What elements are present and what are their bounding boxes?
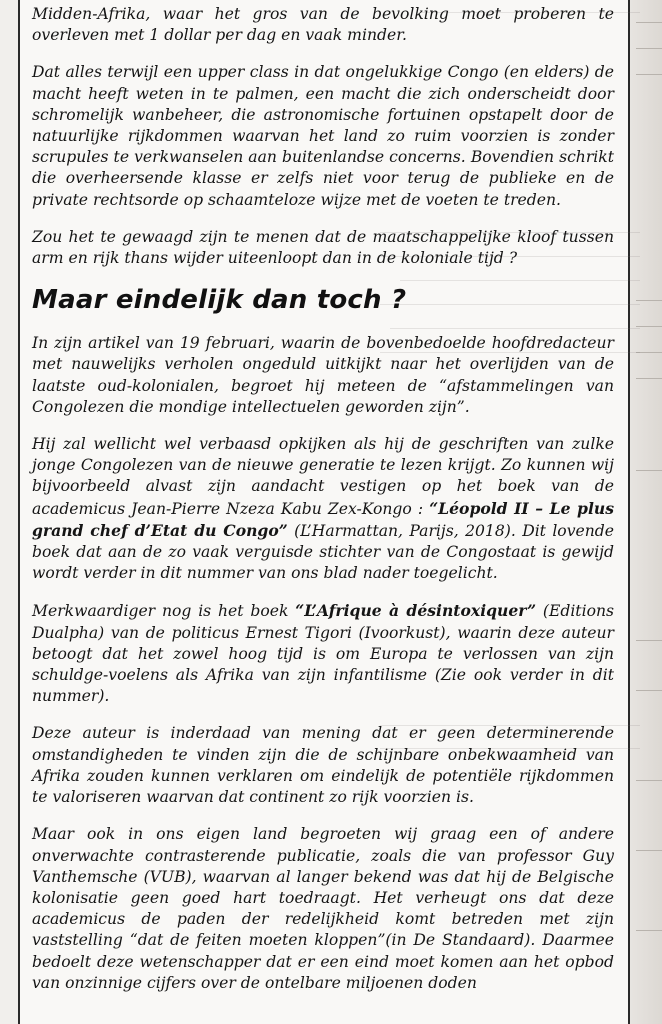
paragraph-upper-class (32, 62, 614, 210)
section-heading: Maar eindelijk dan toch ? (32, 285, 407, 316)
paragraph-text: Midden-Afrika, waar het gros van de bevolking moet proberen te overleven met 1 dollar per dag en vaak minder. (32, 5, 614, 45)
book-title-afrique: “L’Afrique à désintoxiquer” (295, 601, 537, 621)
paragraph-author-opinion (32, 723, 614, 808)
paragraph-question (32, 227, 614, 269)
paragraph-text: Maar ook in ons eigen land begroeten wij graag een of andere onverwachte contrasterende publicatie, zoals die van professor Guy Vanthemsche (VUB), waarvan al langer bekend was dat hij de Belgische kolonisatie geen goed hart toedraagt. Het verheugt ons dat deze academicus de paden der redelijkheid komt betreden met zijn vaststelling “dat de feiten moeten kloppen”(in De Standaard). Daarmee bedoelt deze wetenschapper dat er een eind moet komen aan het opbod van onzinnige cijfers over de ontelbare miljoenen doden (32, 825, 614, 992)
document-page (18, 0, 630, 1024)
paragraph-text: (Editions Dualpha) van de politicus Ernest Tigori (Ivoorkust), waarin deze auteur betoogt dat het zowel hoog tijd is om Europa te verlossen van zijn schuldge-voelens als Afrika van zijn infantilisme (Zie ook verder in dit nummer). (32, 602, 614, 706)
paragraph-text: (L’Harmattan, Parijs, 2018). Dit lovende boek dat aan de zo vaak verguisde stichter van de Congostaat is gewijd wordt verder in dit nummer van ons blad nader toegelicht. (32, 521, 614, 583)
paragraph-nzeza-book (32, 434, 614, 584)
paragraph-text: Dat alles terwijl een upper class in dat ongelukkige Congo (en elders) de macht heeft weten in te palmen, een macht die zich onderscheidt door schromelijk wanbeheer, die astronomische fortuinen opstapelt door de natuurlijke rijkdommen waarvan het land zo ruim voorzien is zonder scrupules te verkwanselen aan buitenlandse concerns. Bovendien schrikt die overheersende klasse er zelfs niet voor terug de publieke en de private rechtsorde op schaamteloze wijze met de voeten te treden. (32, 63, 614, 209)
paragraph-article-february (32, 333, 614, 418)
paragraph-vanthemsche (32, 824, 614, 994)
paragraph-text: Merkwaardiger nog is het boek (32, 602, 296, 621)
paragraph-text: Deze auteur is inderdaad van mening dat er geen determinerende omstandigheden te vinden zijn die de schijnbare onbekwaamheid van Afrika zouden kunnen verklaren om eindelijk de potentiële rijkdommen te valoriseren waarvan dat continent zo rijk voorzien is. (32, 724, 614, 807)
paragraph-intro-continuation (32, 4, 614, 46)
paragraph-text: Zou het te gewaagd zijn te menen dat de maatschappelijke kloof tussen arm en rijk thans wijder uiteenloopt dan in de koloniale tijd ? (32, 227, 614, 268)
paragraph-tigori-book (32, 600, 614, 707)
article-body (32, 0, 614, 1010)
adjacent-page-edge (630, 0, 662, 1024)
book-title-leopold: “Léopold II – Le plus grand chef d’Etat du Congo” (32, 498, 614, 540)
paragraph-text: In zijn artikel van 19 februari, waarin de bovenbedoelde hoofdredacteur met nauwelijks verholen ongeduld uitkijkt naar het overlijden van de laatste oud-kolonialen, begroet hij meteen de “afstammelingen van Congolezen die mondige intellectuelen geworden zijn”. (32, 334, 614, 416)
paragraph-text: Hij zal wellicht wel verbaasd opkijken als hij de geschriften van zulke jonge Congolezen van de nieuwe generatie te lezen krijgt. Zo kunnen wij bijvoorbeeld alvast zijn aandacht vestigen op het boek van de academicus Jean-Pierre Nzeza Kabu Zex-Kongo : (32, 435, 614, 518)
